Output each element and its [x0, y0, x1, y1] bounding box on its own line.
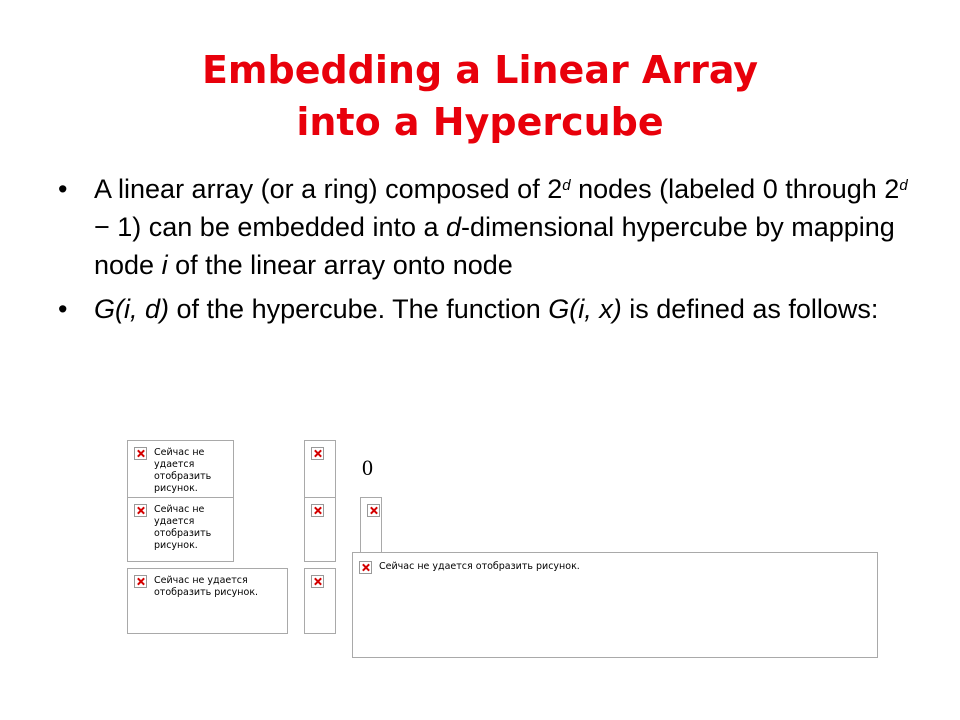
italic-d: d	[446, 212, 462, 242]
broken-image-icon	[367, 504, 380, 517]
broken-image-icon	[134, 575, 147, 588]
bullet-marker: •	[58, 294, 68, 324]
bullet-item-1	[56, 170, 916, 284]
bullet-text: of the linear array onto node	[167, 250, 513, 280]
slide-title-line1: Embedding a Linear Array	[201, 48, 759, 92]
italic-g-i-d: G(i, d)	[94, 294, 170, 324]
broken-image-placeholder	[304, 568, 336, 634]
broken-image-placeholder	[352, 552, 878, 658]
bullet-text: nodes (labeled 0 through 2	[570, 174, 900, 204]
broken-image-message: Сейчас не удается отобразить рисунок.	[154, 504, 212, 551]
bullet-item-2	[56, 290, 916, 328]
bullet-list	[56, 170, 916, 334]
bullet-text: − 1) can be embedded into a	[94, 212, 447, 242]
broken-image-message: Сейчас не удается отобразить рисунок.	[379, 561, 580, 572]
bullet-marker: •	[58, 174, 68, 204]
slide-title-line2: into a Hypercube	[296, 100, 664, 144]
bullet-text: of the hypercube. The function	[169, 294, 549, 324]
broken-image-icon	[134, 504, 147, 517]
broken-image-placeholder	[127, 440, 234, 498]
broken-image-icon	[311, 504, 324, 517]
superscript-d: d	[562, 177, 571, 194]
superscript-d: d	[899, 177, 908, 194]
italic-i: i	[161, 250, 168, 280]
slide-title	[0, 44, 960, 148]
bullet-text: -dimensional hypercube by mapping node	[94, 212, 895, 280]
bullet-text: A linear array (or a ring) composed of 2	[94, 174, 563, 204]
broken-image-icon	[359, 561, 372, 574]
broken-image-message: Сейчас не удается отобразить рисунок.	[154, 575, 259, 598]
broken-image-icon	[311, 447, 324, 460]
broken-image-placeholder	[304, 440, 336, 498]
broken-image-placeholder	[304, 497, 336, 562]
broken-image-placeholder	[127, 568, 288, 634]
broken-image-icon	[311, 575, 324, 588]
label-zero: 0	[362, 455, 373, 480]
bullet-text: is defined as follows:	[621, 294, 879, 324]
broken-image-placeholder	[127, 497, 234, 562]
italic-g-i-x: G(i, x)	[548, 294, 622, 324]
broken-image-placeholder	[360, 497, 382, 553]
broken-image-icon	[134, 447, 147, 460]
broken-image-message: Сейчас не удается отобразить рисунок.	[154, 447, 212, 494]
